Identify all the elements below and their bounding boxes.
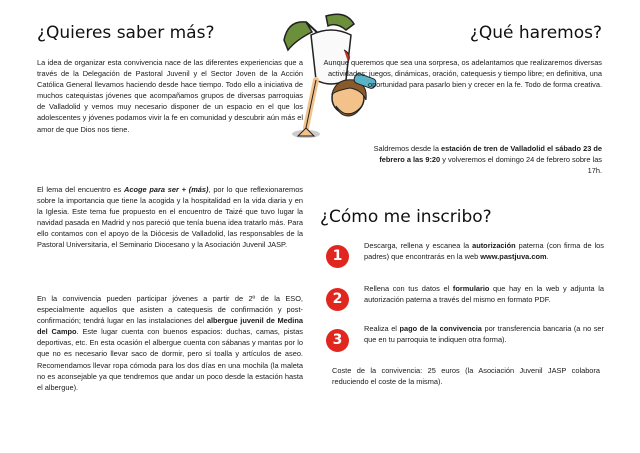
- schedule-paragraph: Saldremos desde la estación de tren de Valladolid el sábado 23 de febrero a las 9:20 y volveremos el domingo 24 de febrero sobre las 17h.: [373, 144, 602, 176]
- theme-paragraph: El lema del encuentro es Acoge para ser + (más), por lo que reflexionaremos sobre la importancia que tiene la acogida y la hospitalidad en la vida diaria y en la Iglesia. Este tema fue propuesto en el encuentro de Taizé que tuvo lugar la navidad pasada en Madrid y nos pareció que tenía buena idea tratarlo más. Para ello contamos con el apoyo de la Diócesis de Valladolid, las responsables de la Pastoral Universitaria, el Seminario Diocesano y la Asociación Juvenil JASP.: [37, 185, 303, 250]
- section-title-more: ¿Quieres saber más?: [37, 23, 215, 43]
- participants-paragraph: En la convivencia pueden participar jóvenes a partir de 2º de la ESO, especialmente aquellos que asisten a catequesis de confirmación y post-confirmación; tendrá lugar en las instalaciones del albergue juvenil de Medina del Campo. Este lugar cuenta con buenos espacios: duchas, camas, pistas deportivas, etc. En esta ocasión el albergue cuenta con sábanas y mantas por lo que no es necesario llevar saco de dormir, pero sí toalla y artículos de aseo. Recomendamos llevar ropa cómoda para los dos días en una mochila (la maleta no es aconsejable ya que tendremos que andar un poco desde la estación hasta el albergue).: [37, 294, 303, 392]
- step-text: Descarga, rellena y escanea la autorización paterna (con firma de los padres) que encontrarás en la web www.pastjuva.com.: [364, 241, 604, 262]
- cost-paragraph: Coste de la convivencia: 25 euros (la Asociación Juvenil JASP colabora reduciendo el coste de la misma).: [332, 366, 600, 387]
- section-title-signup: ¿Cómo me inscribo?: [320, 207, 492, 227]
- step-number-badge: 3: [326, 329, 349, 352]
- step-text: Rellena con tus datos el formulario que hay en la web y adjunta la autorización paterna a través del mismo en formato PDF.: [364, 284, 605, 305]
- step-number-badge: 1: [326, 245, 349, 268]
- activities-paragraph: Aunque queremos que sea una sorpresa, os adelantamos que realizaremos diversas actividades: juegos, dinámicas, oración, catequesis y tiempo libre; en definitiva, una oportunidad para pasarlo bien y crecer en la fe. Todo de forma creativa.: [323, 58, 602, 90]
- step-text: Realiza el pago de la convivencia por transferencia bancaria (a no ser que en tu parroquia te indiquen otra forma).: [364, 324, 604, 345]
- website-link[interactable]: www.pastjuva.com: [480, 252, 547, 262]
- intro-paragraph: La idea de organizar esta convivencia nace de las diferentes experiencias que a través de la Delegación de Pastoral Juvenil y el Sector Joven de la Acción Católica General llevamos haciendo desde hace tiempo. Todo ello a iniciativa de muchos catequistas jóvenes que acompañamos grupos de diversas parroquias de Valladolid y vemos muy necesario disponer de un espacio en el que los adolescentes y jóvenes podamos vivir la fe en comunidad y descubrir aún más el amor de que Dios nos tiene.: [37, 58, 303, 134]
- step-number-badge: 2: [326, 288, 349, 311]
- section-title-what: ¿Qué haremos?: [469, 23, 602, 43]
